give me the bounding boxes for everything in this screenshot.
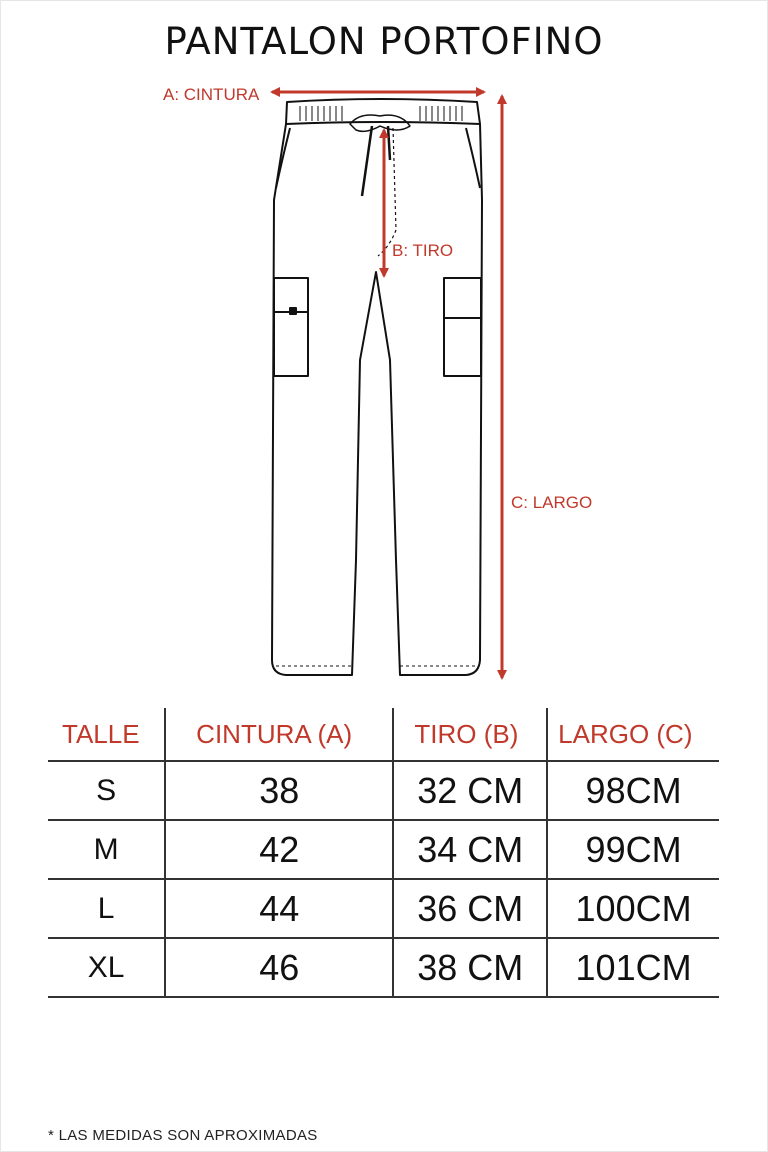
cell-largo: 101CM [547, 938, 719, 997]
cell-largo: 100CM [547, 879, 719, 938]
cell-cintura: 46 [165, 938, 393, 997]
cell-largo: 99CM [547, 820, 719, 879]
rise-label: B: TIRO [392, 241, 454, 260]
cell-cintura: 38 [165, 761, 393, 820]
cell-tiro: 38 CM [393, 938, 547, 997]
cell-size: XL [48, 938, 165, 997]
cell-tiro: 36 CM [393, 879, 547, 938]
table-row [48, 820, 719, 879]
table-row [48, 761, 719, 820]
cell-tiro: 32 CM [393, 761, 547, 820]
header-talle: TALLE [48, 708, 165, 761]
page-title: PANTALON PORTOFINO [164, 20, 604, 63]
header-tiro: TIRO (B) [393, 708, 547, 761]
pants-illustration [272, 99, 482, 675]
cell-size: M [48, 820, 165, 879]
table-row [48, 879, 719, 938]
disclaimer-note: * LAS MEDIDAS SON APROXIMADAS [48, 1127, 318, 1144]
cell-size: L [48, 879, 165, 938]
cell-cintura: 44 [165, 879, 393, 938]
header-cintura: CINTURA (A) [165, 708, 393, 761]
table-row [48, 938, 719, 997]
cell-largo: 98CM [547, 761, 719, 820]
length-label: C: LARGO [511, 493, 593, 512]
waist-label: A: CINTURA [163, 85, 260, 104]
cell-tiro: 34 CM [393, 820, 547, 879]
size-table [48, 708, 719, 998]
table-header-row [48, 708, 719, 761]
cell-cintura: 42 [165, 820, 393, 879]
header-largo: LARGO (C) [558, 718, 693, 749]
cell-size: S [48, 761, 165, 820]
